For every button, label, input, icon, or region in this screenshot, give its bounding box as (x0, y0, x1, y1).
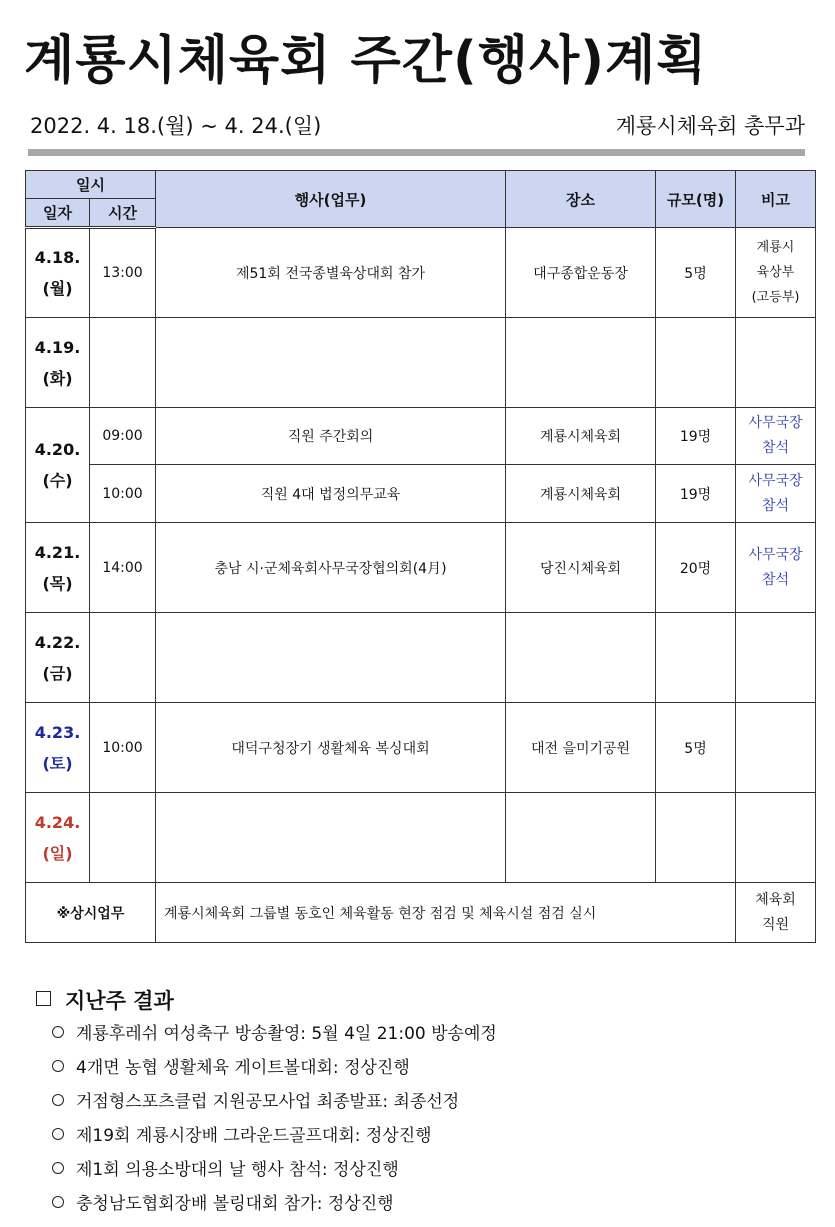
place-cell: 당진시체육회 (506, 523, 656, 613)
table-row (26, 793, 816, 883)
department: 계룡시체육회 총무과 (615, 114, 805, 138)
place-cell: 계룡시체육회 (506, 408, 656, 465)
event-cell: 충남 시·군체육회사무국장협의회(4月) (156, 523, 506, 613)
scale-cell: 19명 (656, 465, 736, 523)
day-weekday: (금) (42, 663, 73, 683)
event-cell: 제51회 전국종별육상대회 참가 (156, 228, 506, 318)
remarks-cell (736, 703, 816, 793)
scale-cell: 5명 (656, 703, 736, 793)
day-weekday: (목) (42, 573, 73, 593)
list-item-text: 제1회 의용소방대의 날 행사 참석: 정상진행 (76, 1160, 399, 1180)
time-cell (90, 613, 156, 703)
remarks-cell (736, 228, 816, 318)
scale-cell: 5명 (656, 228, 736, 318)
day-date: 4.20. (34, 440, 81, 459)
event-cell (156, 793, 506, 883)
day-cell (26, 228, 90, 318)
table-row (26, 318, 816, 408)
remarks-cell (736, 793, 816, 883)
remarks-line: 사무국장 (748, 472, 803, 489)
remarks-cell (736, 523, 816, 613)
scale-cell (656, 793, 736, 883)
routine-label: ※상시업무 (26, 883, 156, 943)
header-place: 장소 (506, 171, 656, 228)
header-scale: 규모(명) (656, 171, 736, 228)
day-weekday: (토) (42, 753, 73, 773)
day-date: 4.24. (34, 812, 81, 832)
day-cell (26, 703, 90, 793)
table-row (26, 465, 816, 523)
circle-bullet-icon (52, 1026, 64, 1038)
scale-cell (656, 613, 736, 703)
place-cell: 계룡시체육회 (506, 465, 656, 523)
day-weekday: (월) (42, 279, 73, 298)
day-date: 4.18. (34, 248, 81, 267)
time-cell: 10:00 (90, 465, 156, 523)
scale-cell (656, 318, 736, 408)
header-datetime: 일시 (26, 171, 156, 199)
table-row (26, 228, 816, 318)
time-cell (90, 318, 156, 408)
routine-remarks (736, 883, 816, 943)
day-date: 4.19. (34, 337, 81, 357)
day-date: 4.23. (34, 722, 81, 742)
table-row (26, 613, 816, 703)
day-date: 4.21. (34, 542, 81, 562)
header-remarks: 비고 (736, 171, 816, 228)
list-item-text: 4개면 농협 생활체육 게이트볼대회: 정상진행 (76, 1058, 410, 1078)
scale-cell: 20명 (656, 523, 736, 613)
circle-bullet-icon (52, 1196, 64, 1208)
place-cell: 대구종합운동장 (506, 228, 656, 318)
header-date: 일자 (26, 199, 90, 228)
remarks-cell (736, 408, 816, 465)
circle-bullet-icon (52, 1060, 64, 1072)
list-item (52, 1020, 497, 1054)
routine-row (26, 883, 816, 943)
page-title: 계룡시체육회 주간(행사)계획 (24, 31, 708, 91)
title-divider (28, 149, 805, 156)
list-item (52, 1122, 497, 1156)
place-cell (506, 613, 656, 703)
table-row (26, 408, 816, 465)
remarks-line: (고등부) (751, 290, 800, 305)
day-date: 4.22. (34, 632, 81, 652)
place-cell: 대전 을미기공원 (506, 703, 656, 793)
event-cell: 대덕구청장기 생활체육 복싱대회 (156, 703, 506, 793)
event-cell (156, 613, 506, 703)
list-item (52, 1088, 497, 1122)
table-header-row (26, 171, 816, 199)
time-cell (90, 793, 156, 883)
time-cell: 14:00 (90, 523, 156, 613)
list-item-text: 충청남도협회장배 볼링대회 참가: 정상진행 (76, 1194, 394, 1214)
remarks-line: 체육회 (755, 891, 796, 908)
time-cell: 10:00 (90, 703, 156, 793)
table-row (26, 523, 816, 613)
day-weekday: (일) (42, 843, 73, 863)
place-cell (506, 793, 656, 883)
remarks-line: 사무국장 (748, 415, 803, 431)
results-heading: 지난주 결과 (36, 985, 174, 1015)
day-weekday: (수) (42, 471, 73, 490)
list-item (52, 1156, 497, 1190)
list-item-text: 계룡후레쉬 여성축구 방송촬영: 5월 4일 21:00 방송예정 (76, 1024, 497, 1044)
event-cell (156, 318, 506, 408)
day-weekday: (화) (42, 368, 73, 388)
event-cell: 직원 4대 법정의무교육 (156, 465, 506, 523)
list-item (52, 1054, 497, 1088)
remarks-cell (736, 465, 816, 523)
checkbox-square-icon (36, 991, 51, 1006)
remarks-line: 참석 (761, 440, 790, 456)
routine-text: 계룡시체육회 그룹별 동호인 체육활동 현장 점검 및 체육시설 점검 실시 (156, 883, 736, 943)
circle-bullet-icon (52, 1128, 64, 1140)
header-event: 행사(업무) (156, 171, 506, 228)
scale-cell: 19명 (656, 408, 736, 465)
circle-bullet-icon (52, 1162, 64, 1174)
table-row (26, 703, 816, 793)
time-cell: 09:00 (90, 408, 156, 465)
day-cell (26, 523, 90, 613)
remarks-line: 계룡시 (756, 240, 795, 255)
weekly-schedule-table (25, 170, 816, 943)
day-cell (26, 318, 90, 408)
day-cell (26, 408, 90, 523)
circle-bullet-icon (52, 1094, 64, 1106)
time-cell: 13:00 (90, 228, 156, 318)
remarks-line: 참석 (761, 497, 790, 514)
remarks-cell (736, 613, 816, 703)
remarks-line: 육상부 (756, 265, 795, 280)
remarks-line: 참석 (761, 571, 790, 588)
day-cell (26, 793, 90, 883)
list-item-text: 제19회 계룡시장배 그라운드골프대회: 정상진행 (76, 1126, 432, 1146)
place-cell (506, 318, 656, 408)
remarks-cell (736, 318, 816, 408)
list-item (52, 1190, 497, 1224)
period: 2022. 4. 18.(월) ~ 4. 24.(일) (30, 114, 322, 138)
event-cell: 직원 주간회의 (156, 408, 506, 465)
day-cell (26, 613, 90, 703)
header-time: 시간 (90, 199, 156, 228)
list-item-text: 거점형스포츠클럽 지원공모사업 최종발표: 최종선정 (76, 1092, 460, 1112)
remarks-line: 사무국장 (748, 546, 803, 563)
results-list (52, 1020, 497, 1224)
remarks-line: 직원 (761, 916, 790, 933)
